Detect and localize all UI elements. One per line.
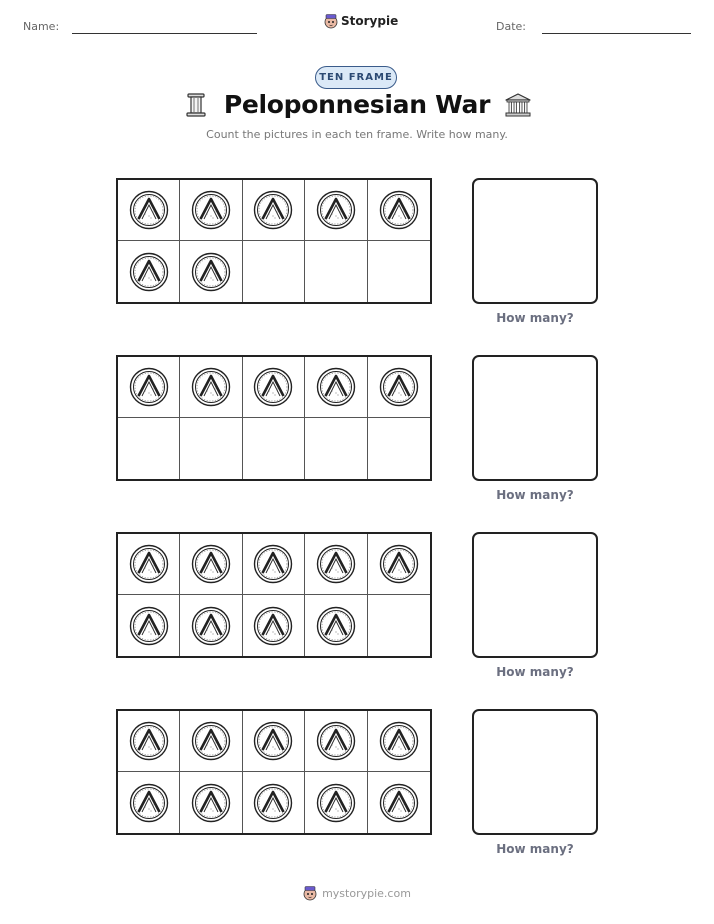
ten-frame-cell xyxy=(368,241,430,302)
spartan-shield-icon xyxy=(253,544,293,584)
spartan-shield-icon xyxy=(379,783,419,823)
ten-frame-cell xyxy=(305,534,367,595)
greek-column-icon xyxy=(182,91,210,119)
ten-frame-cell xyxy=(305,595,367,656)
how-many-label: How many? xyxy=(496,311,574,325)
spartan-shield-icon xyxy=(316,721,356,761)
ten-frame-cell xyxy=(368,772,430,833)
spartan-shield-icon xyxy=(129,252,169,292)
ten-frame-cell xyxy=(305,357,367,418)
ten-frame-cell xyxy=(118,772,180,833)
ten-frame-cell xyxy=(180,357,242,418)
spartan-shield-icon xyxy=(316,606,356,646)
spartan-shield-icon xyxy=(129,367,169,407)
how-many-label: How many? xyxy=(496,842,574,856)
ten-frame-cell xyxy=(118,711,180,772)
spartan-shield-icon xyxy=(253,367,293,407)
footer-url: mystorypie.com xyxy=(322,886,411,900)
answer-box[interactable] xyxy=(472,709,598,835)
ten-frame-cell xyxy=(368,180,430,241)
spartan-shield-icon xyxy=(253,721,293,761)
date-label: Date: xyxy=(496,20,526,33)
ten-frame-cell xyxy=(243,534,305,595)
greek-temple-icon xyxy=(504,91,532,119)
spartan-shield-icon xyxy=(191,544,231,584)
ten-frame-cell xyxy=(243,711,305,772)
spartan-shield-icon xyxy=(191,721,231,761)
ten-frame-cell xyxy=(305,772,367,833)
ten-frame-cell xyxy=(180,711,242,772)
worksheet-type-badge: TEN FRAME xyxy=(315,66,397,89)
ten-frame-cell xyxy=(243,595,305,656)
spartan-shield-icon xyxy=(191,367,231,407)
footer xyxy=(0,885,714,901)
spartan-shield-icon xyxy=(379,544,419,584)
storypie-mascot-icon xyxy=(303,885,317,901)
spartan-shield-icon xyxy=(379,721,419,761)
spartan-shield-icon xyxy=(129,544,169,584)
ten-frame-cell xyxy=(118,357,180,418)
spartan-shield-icon xyxy=(191,606,231,646)
instructions: Count the pictures in each ten frame. Write how many. xyxy=(206,128,508,141)
name-label: Name: xyxy=(23,20,60,33)
ten-frame-cell xyxy=(305,180,367,241)
ten-frame-cell xyxy=(243,241,305,302)
ten-frame-cell xyxy=(243,418,305,479)
ten-frame-cell xyxy=(305,418,367,479)
ten-frame-cell xyxy=(118,180,180,241)
ten-frame-cell xyxy=(180,418,242,479)
spartan-shield-icon xyxy=(379,190,419,230)
name-line[interactable] xyxy=(72,33,257,34)
spartan-shield-icon xyxy=(379,367,419,407)
ten-frame xyxy=(116,532,432,658)
spartan-shield-icon xyxy=(129,783,169,823)
ten-frame-cell xyxy=(180,180,242,241)
ten-frame-cell xyxy=(243,772,305,833)
spartan-shield-icon xyxy=(129,606,169,646)
answer-box[interactable] xyxy=(472,532,598,658)
ten-frame-cell xyxy=(368,595,430,656)
date-line[interactable] xyxy=(542,33,691,34)
how-many-label: How many? xyxy=(496,488,574,502)
title-row xyxy=(0,90,714,119)
ten-frame xyxy=(116,709,432,835)
spartan-shield-icon xyxy=(191,252,231,292)
ten-frame-cell xyxy=(305,711,367,772)
page-title: Peloponnesian War xyxy=(223,90,491,119)
spartan-shield-icon xyxy=(316,783,356,823)
spartan-shield-icon xyxy=(253,783,293,823)
ten-frame-cell xyxy=(368,534,430,595)
spartan-shield-icon xyxy=(316,190,356,230)
ten-frame-cell xyxy=(118,595,180,656)
spartan-shield-icon xyxy=(253,606,293,646)
ten-frame xyxy=(116,178,432,304)
spartan-shield-icon xyxy=(191,190,231,230)
ten-frame-cell xyxy=(118,534,180,595)
ten-frame-cell xyxy=(180,534,242,595)
answer-box[interactable] xyxy=(472,355,598,481)
ten-frame-cell xyxy=(180,772,242,833)
ten-frame-cell xyxy=(180,241,242,302)
ten-frame-cell xyxy=(243,357,305,418)
spartan-shield-icon xyxy=(316,544,356,584)
ten-frame-cell xyxy=(368,711,430,772)
spartan-shield-icon xyxy=(253,190,293,230)
ten-frame-cell xyxy=(118,418,180,479)
spartan-shield-icon xyxy=(129,190,169,230)
spartan-shield-icon xyxy=(316,367,356,407)
ten-frame-cell xyxy=(118,241,180,302)
spartan-shield-icon xyxy=(191,783,231,823)
ten-frame-cell xyxy=(243,180,305,241)
how-many-label: How many? xyxy=(496,665,574,679)
answer-box[interactable] xyxy=(472,178,598,304)
brand-logo xyxy=(324,13,398,29)
spartan-shield-icon xyxy=(129,721,169,761)
storypie-mascot-icon xyxy=(324,13,338,29)
ten-frame-cell xyxy=(180,595,242,656)
ten-frame xyxy=(116,355,432,481)
brand-name: Storypie xyxy=(341,14,399,28)
ten-frame-cell xyxy=(368,418,430,479)
ten-frame-cell xyxy=(305,241,367,302)
ten-frame-cell xyxy=(368,357,430,418)
